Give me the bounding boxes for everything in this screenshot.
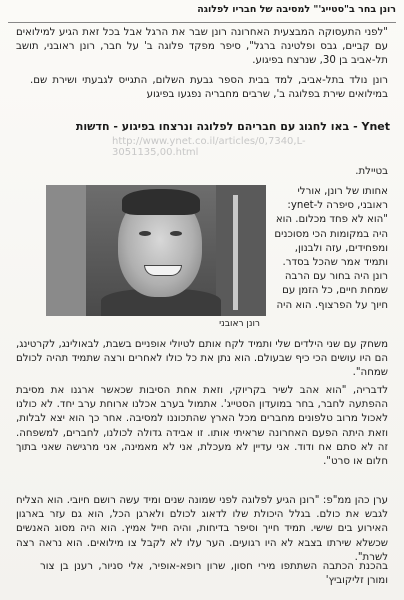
photo-eye-left: [139, 231, 151, 236]
document-header: [8, 4, 396, 23]
article-intro-paragraph: "לפני התעסוקה המבצעית האחרונה רונן שבר את הרגל אבל בכל זאת הגיע למילואים עם קביים, גבס ופלטינה ברגל", סיפר מפקד פלוגה ב' על חבר, רונן ראובני, תושב תל-אביב בן 30, שנרצח בפיגוע.: [16, 27, 388, 67]
header-title: רונן בחר ב"סטייג'" למסיבה של חבריו לפלוגה: [197, 4, 396, 15]
photo-eye-right: [170, 231, 182, 236]
article-continuation-paragraph: משחק עם שני הילדים שלי ותמיד לקח אותם לטיולי אופניים בשבת, לבאולינג, לקרטינג, הם היו עושים הכי כיף שבעולם. הוא נתן את כל כולו לאחרים ורצה שתמיד תהיה לכולם שמחה".: [16, 339, 388, 379]
ynet-url[interactable]: http://www.ynet.co.il/articles/0,7340,L-3051135,00.html: [112, 136, 306, 158]
article-side-paragraph: אחותו של רונן, אורלי ראובני, סיפרה ל-ynet: "הוא לא פחד מכלום. הוא היה במקומות הכי מסוכנים ומפחידים, עזה ולבנון, ותמיד אמר שהכל בסדר. רונן היה בחור עם הרבה שמחת חיים, כל הזמן עם חיוך על הפרצוף. הוא היה: [274, 186, 388, 311]
photo-background-right: [216, 185, 266, 316]
photo-pole: [233, 195, 238, 310]
article-credits: בהכנת הכתבה השתתפו מירי חסון, שרון רופא-אופיר, אלי סניור, רענן בן צור ומורן זליקוביץ': [40, 561, 388, 587]
ynet-link-title[interactable]: Ynet - באו לחגוג עם חבריהם לפלוגה ונרצחו בפיגוע - חדשות: [75, 120, 390, 133]
article-bio-paragraph: רונן נולד בתל-אביב, למד בבית הספר גבעת השלום, התגייס לגבעתי ושירת שם. במילואים שירת בפלוגה ב', שרבים מחבריה נפגעו בפיגוע: [30, 75, 388, 101]
article-commander-quote: ערן כהן ממ"פ: "רונן הגיע לפלוגה לפני שמונה שנים ומיד עשה רושם חיובי. הוא הצליח לגבש את כולם. בגלל היכולת שלו לדאוג לכולם ולארגן הכל, הוא גם עזר בארגון האירוע בים שישי. תמיד חייך וסיפר בדיחות, והיה חייל אמיץ. הוא היה מסוג האנשים שכשלא שירתו בצבא לא היו רגועים. הער עלו לא לקבל צו מילואים. הוא נראה רצה לשרת".: [16, 495, 388, 563]
photo-mouth: [144, 265, 182, 276]
photo-block: [46, 185, 266, 335]
ynet-article-link[interactable]: [14, 120, 390, 156]
article-intro-line: בטיילת.: [355, 166, 388, 177]
portrait-photo: [46, 185, 266, 316]
photo-hair: [122, 189, 200, 215]
photo-caption: רונן ראובני: [219, 319, 260, 329]
article-karaoke-paragraph: לדבריה, "הוא אהב לשיר בקריוקי, וזאת אחת הסיבות שכאשר ארגנו את מסיבת ההפתעה לחבר, בחר במועדון הסטייג'. אתמול בערב אכלנו ארוחת ערב יחד. לא כולנו לאכול מרוב טלפונים מחברים מכל הארץ שהתכוננו למסיבה. אחר כך הוא יצא לבלות, וזאת היתה הפעם האחרונה שראיתי אותו. זו אבידה גדולה לכולנו, לחברים, למשפחה. זה לא סתם אח ודוד. אני עדיין לא מעכלת, אני לא מאמינה, אני מרגישה שאני בתוך חלום או סרט".: [16, 385, 388, 468]
photo-background-left: [46, 185, 86, 316]
